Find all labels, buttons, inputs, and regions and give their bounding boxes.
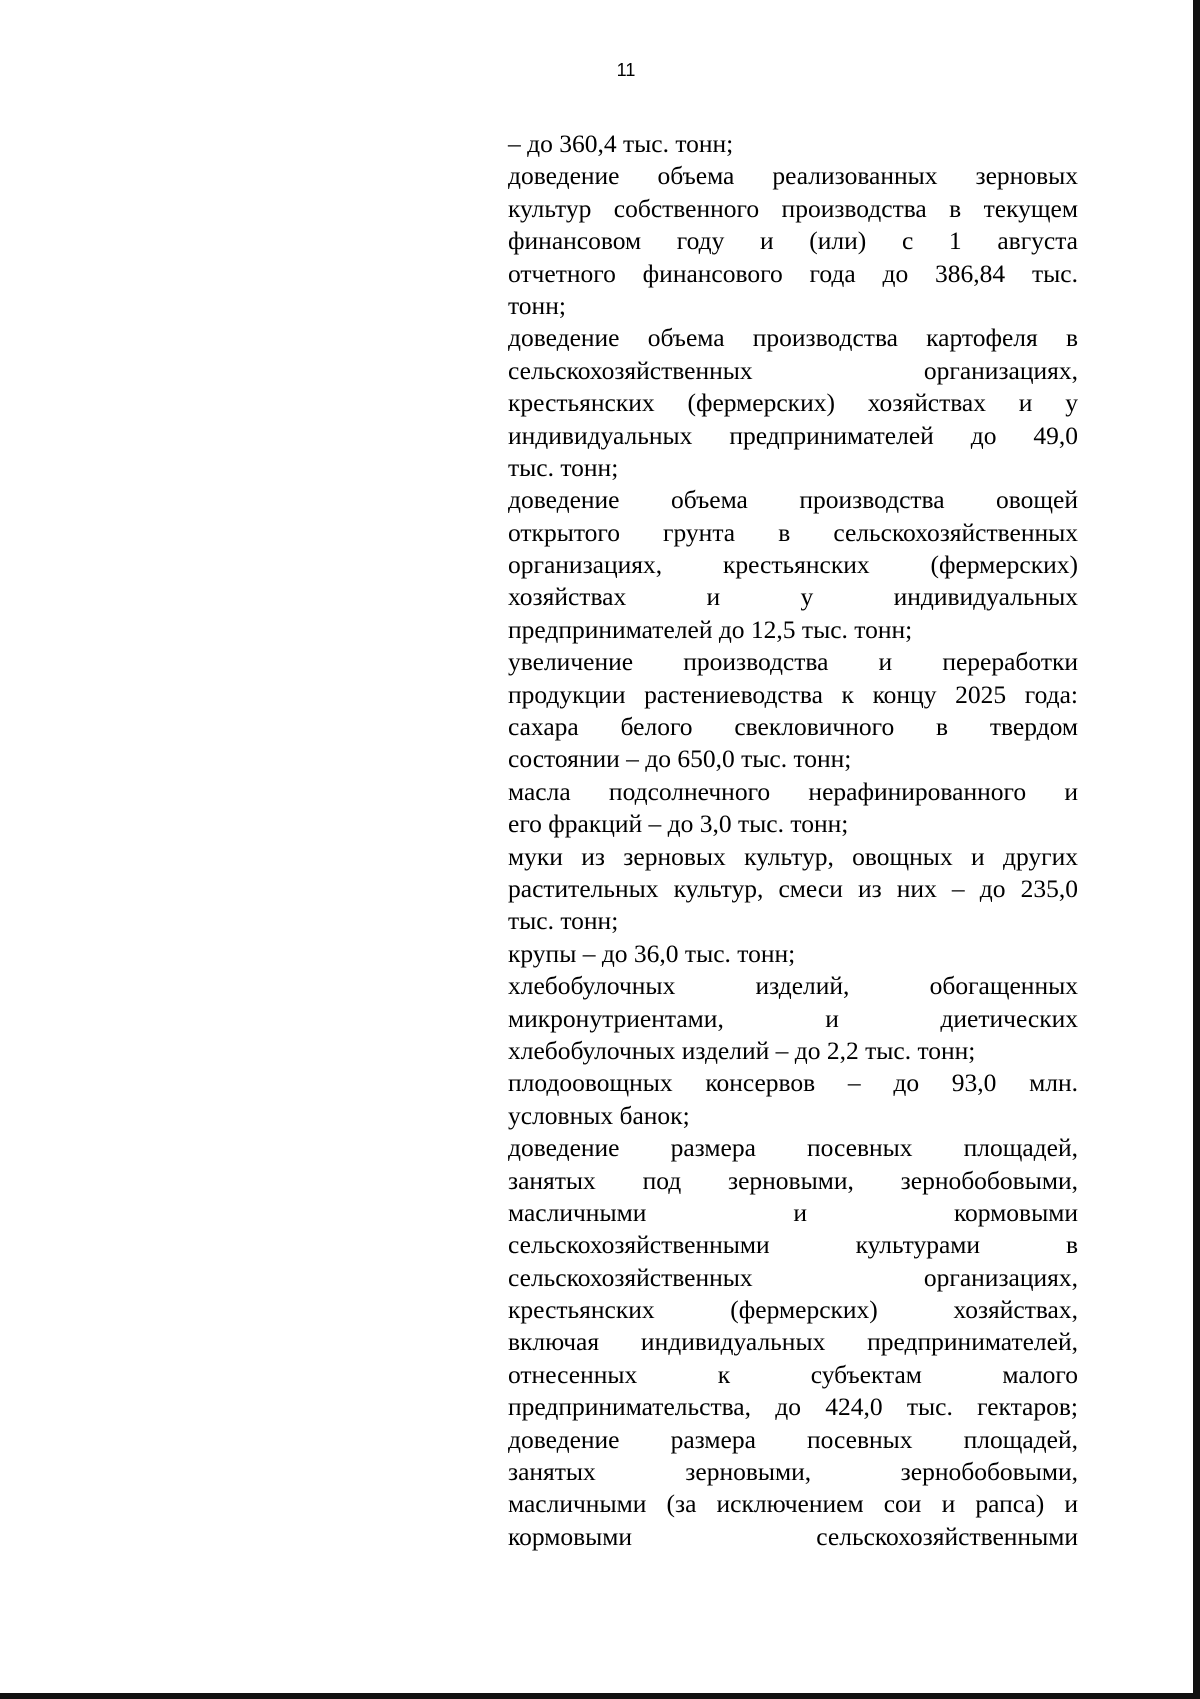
text-line: хозяйствах и у индивидуальных — [508, 582, 1078, 612]
text-line: продукции растениеводства к концу 2025 года: — [508, 679, 1078, 709]
text-line: сахара белого свекловичного в твердом — [508, 712, 1078, 742]
text-line: увеличение производства и переработки — [508, 647, 1078, 677]
text-line: крупы – до 36,0 тыс. тонн; — [508, 938, 796, 968]
text-line: сельскохозяйственными культурами в — [508, 1230, 1078, 1260]
text-line: хлебобулочных изделий, обогащенных — [508, 971, 1078, 1001]
text-line: крестьянских (фермерских) хозяйствах и у — [508, 388, 1078, 418]
text-line: предпринимательства, до 424,0 тыс. гектаров; — [508, 1392, 1078, 1422]
text-line: культур собственного производства в текущем — [508, 193, 1078, 223]
text-line: доведение объема реализованных зерновых — [508, 161, 1078, 191]
text-line: сельскохозяйственных организациях, — [508, 1262, 1078, 1292]
text-line: масличными и кормовыми — [508, 1197, 1078, 1227]
text-line: доведение объема производства овощей — [508, 485, 1078, 515]
scan-edge-right — [1193, 0, 1200, 1699]
text-line: предпринимателей до 12,5 тыс. тонн; — [508, 614, 913, 644]
text-line: включая индивидуальных предпринимателей, — [508, 1327, 1078, 1357]
text-line: занятых зерновыми, зернобобовыми, — [508, 1457, 1078, 1487]
text-line: плодоовощных консервов – до 93,0 млн. — [508, 1068, 1078, 1098]
text-line: тыс. тонн; — [508, 906, 619, 936]
text-line: его фракций – до 3,0 тыс. тонн; — [508, 809, 849, 839]
text-line: доведение размера посевных площадей, — [508, 1424, 1078, 1454]
text-line: отнесенных к субъектам малого — [508, 1359, 1078, 1389]
text-line: доведение размера посевных площадей, — [508, 1133, 1078, 1163]
text-line: кормовыми сельскохозяйственными — [508, 1521, 1078, 1551]
text-line: индивидуальных предпринимателей до 49,0 — [508, 420, 1078, 450]
text-line: финансовом году и (или) с 1 августа — [508, 226, 1078, 256]
text-line: занятых под зерновыми, зернобобовыми, — [508, 1165, 1078, 1195]
page-number: 11 — [616, 60, 636, 80]
text-line: тонн; — [508, 290, 566, 320]
text-line: масличными (за исключением сои и рапса) и — [508, 1489, 1078, 1519]
text-line: организациях, крестьянских (фермерских) — [508, 550, 1078, 580]
text-line: доведение объема производства картофеля в — [508, 323, 1078, 353]
text-line: микронутриентами, и диетических — [508, 1003, 1078, 1033]
text-line: состоянии – до 650,0 тыс. тонн; — [508, 744, 852, 774]
text-line: масла подсолнечного нерафинированного и — [508, 776, 1078, 806]
document-text — [508, 128, 1078, 1553]
text-line: крестьянских (фермерских) хозяйствах, — [508, 1295, 1078, 1325]
text-line: открытого грунта в сельскохозяйственных — [508, 517, 1078, 547]
text-line: сельскохозяйственных организациях, — [508, 355, 1078, 385]
scan-edge-bottom — [0, 1693, 1200, 1699]
text-line: тыс. тонн; — [508, 452, 619, 482]
text-line: условных банок; — [508, 1100, 690, 1130]
text-line: отчетного финансового года до 386,84 тыс. — [508, 258, 1078, 288]
text-line: хлебобулочных изделий – до 2,2 тыс. тонн; — [508, 1035, 976, 1065]
text-line: растительных культур, смеси из них – до 235,0 — [508, 873, 1078, 903]
text-line: – до 360,4 тыс. тонн; — [508, 129, 734, 158]
text-line: муки из зерновых культур, овощных и других — [508, 841, 1078, 871]
